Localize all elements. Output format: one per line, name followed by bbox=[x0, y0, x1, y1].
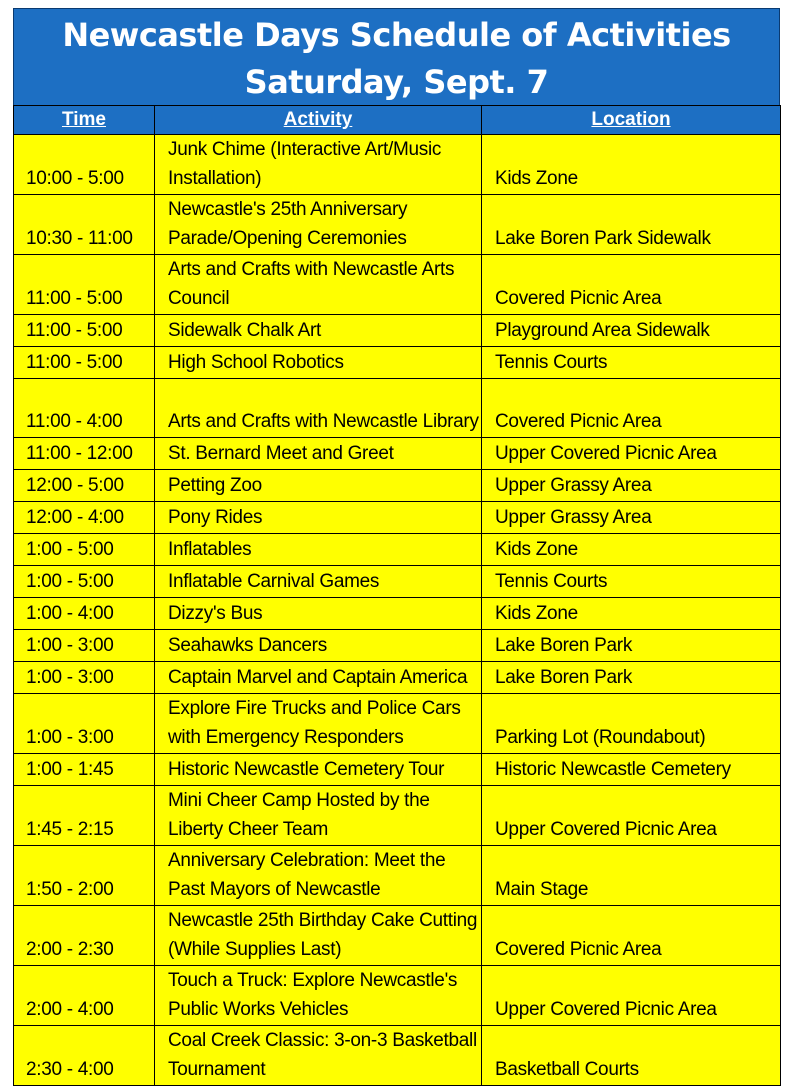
page-subtitle-date: Saturday, Sept. 7 bbox=[244, 63, 549, 101]
location-cell bbox=[482, 195, 781, 255]
location-cell-text: Upper Covered Picnic Area bbox=[495, 999, 717, 1020]
activity-cell-text: Anniversary Celebration: Meet the Past Mayors of Newcastle bbox=[168, 850, 446, 900]
time-cell-text: 1:00 - 4:00 bbox=[26, 603, 114, 624]
activity-cell-text: Arts and Crafts with Newcastle Arts Council bbox=[168, 259, 455, 309]
location-cell-text: Kids Zone bbox=[495, 603, 578, 624]
location-cell bbox=[482, 598, 781, 630]
table-row bbox=[14, 598, 781, 630]
activity-cell bbox=[155, 754, 482, 786]
activity-cell-text: Arts and Crafts with Newcastle Library bbox=[168, 411, 479, 432]
time-cell-text: 10:30 - 11:00 bbox=[26, 228, 133, 249]
time-cell bbox=[14, 502, 155, 534]
activity-cell bbox=[155, 347, 482, 379]
location-cell-text: Lake Boren Park bbox=[495, 635, 633, 656]
time-cell bbox=[14, 347, 155, 379]
schedule-rows bbox=[14, 135, 781, 1086]
activity-cell-text: Inflatables bbox=[168, 539, 252, 560]
activity-cell bbox=[155, 534, 482, 566]
time-cell-text: 2:00 - 2:30 bbox=[26, 939, 114, 960]
location-cell-text: Kids Zone bbox=[495, 168, 578, 189]
activity-cell bbox=[155, 379, 482, 438]
time-cell bbox=[14, 255, 155, 315]
table-row bbox=[14, 754, 781, 786]
location-cell-text: Upper Covered Picnic Area bbox=[495, 819, 717, 840]
activity-cell bbox=[155, 502, 482, 534]
location-cell bbox=[482, 315, 781, 347]
table-row bbox=[14, 786, 781, 846]
activity-cell bbox=[155, 906, 482, 966]
location-cell-text: Tennis Courts bbox=[495, 352, 608, 373]
activity-cell-text: High School Robotics bbox=[168, 352, 344, 373]
time-cell bbox=[14, 598, 155, 630]
activity-cell bbox=[155, 846, 482, 906]
activity-cell-text: Coal Creek Classic: 3-on-3 Basketball Tournament bbox=[168, 1030, 477, 1080]
activity-cell-text: Historic Newcastle Cemetery Tour bbox=[168, 759, 445, 780]
location-cell bbox=[482, 754, 781, 786]
table-row bbox=[14, 1026, 781, 1086]
location-cell bbox=[482, 438, 781, 470]
location-cell-text: Playground Area Sidewalk bbox=[495, 320, 710, 341]
time-cell bbox=[14, 694, 155, 754]
time-cell bbox=[14, 846, 155, 906]
location-cell bbox=[482, 347, 781, 379]
location-cell-text: Covered Picnic Area bbox=[495, 411, 662, 432]
time-cell-text: 1:50 - 2:00 bbox=[26, 879, 114, 900]
location-cell bbox=[482, 566, 781, 598]
table-row bbox=[14, 694, 781, 754]
activity-cell bbox=[155, 255, 482, 315]
activity-cell-text: Junk Chime (Interactive Art/Music Installation) bbox=[168, 139, 442, 189]
activity-cell bbox=[155, 786, 482, 846]
time-cell-text: 11:00 - 4:00 bbox=[26, 411, 123, 432]
location-cell-text: Lake Boren Park Sidewalk bbox=[495, 228, 711, 249]
location-cell bbox=[482, 694, 781, 754]
activity-cell bbox=[155, 195, 482, 255]
location-cell bbox=[482, 906, 781, 966]
location-cell bbox=[482, 662, 781, 694]
activity-cell bbox=[155, 662, 482, 694]
time-cell bbox=[14, 315, 155, 347]
activity-cell bbox=[155, 438, 482, 470]
activity-cell-text: Touch a Truck: Explore Newcastle's Public Works Vehicles bbox=[168, 970, 458, 1020]
time-cell-text: 2:00 - 4:00 bbox=[26, 999, 114, 1020]
location-cell bbox=[482, 470, 781, 502]
location-cell bbox=[482, 1026, 781, 1086]
location-cell bbox=[482, 534, 781, 566]
table-row bbox=[14, 662, 781, 694]
table-row bbox=[14, 315, 781, 347]
time-cell bbox=[14, 470, 155, 502]
activity-cell-text: Newcastle's 25th Anniversary Parade/Opening Ceremonies bbox=[168, 199, 408, 249]
activity-cell-text: Captain Marvel and Captain America bbox=[168, 667, 468, 688]
column-header-activity: Activity bbox=[155, 106, 482, 135]
activity-cell-text: St. Bernard Meet and Greet bbox=[168, 443, 394, 464]
activity-cell-text: Seahawks Dancers bbox=[168, 635, 327, 656]
location-cell bbox=[482, 502, 781, 534]
table-row bbox=[14, 438, 781, 470]
time-cell bbox=[14, 754, 155, 786]
time-cell bbox=[14, 438, 155, 470]
page-title: Newcastle Days Schedule of Activities bbox=[62, 16, 731, 54]
time-cell-text: 11:00 - 12:00 bbox=[26, 443, 133, 464]
activity-cell bbox=[155, 566, 482, 598]
time-cell bbox=[14, 534, 155, 566]
time-cell-text: 11:00 - 5:00 bbox=[26, 352, 123, 373]
location-cell-text: Covered Picnic Area bbox=[495, 939, 662, 960]
time-cell bbox=[14, 1026, 155, 1086]
table-row bbox=[14, 255, 781, 315]
location-cell-text: Parking Lot (Roundabout) bbox=[495, 727, 706, 748]
time-cell bbox=[14, 566, 155, 598]
time-cell bbox=[14, 135, 155, 195]
table-row bbox=[14, 347, 781, 379]
table-row bbox=[14, 534, 781, 566]
activity-cell-text: Dizzy's Bus bbox=[168, 603, 263, 624]
location-cell bbox=[482, 846, 781, 906]
time-cell bbox=[14, 786, 155, 846]
activity-cell-text: Newcastle 25th Birthday Cake Cutting (While Supplies Last) bbox=[168, 910, 478, 960]
time-cell bbox=[14, 379, 155, 438]
location-cell-text: Upper Grassy Area bbox=[495, 507, 652, 528]
time-cell-text: 1:00 - 1:45 bbox=[26, 759, 114, 780]
location-cell-text: Kids Zone bbox=[495, 539, 578, 560]
column-header-location: Location bbox=[482, 106, 781, 135]
table-row bbox=[14, 966, 781, 1026]
activity-cell-text: Sidewalk Chalk Art bbox=[168, 320, 322, 341]
time-cell-text: 1:00 - 5:00 bbox=[26, 539, 114, 560]
time-cell bbox=[14, 195, 155, 255]
activity-cell-text: Petting Zoo bbox=[168, 475, 262, 496]
column-header-time: Time bbox=[14, 106, 155, 135]
activity-cell-text: Inflatable Carnival Games bbox=[168, 571, 380, 592]
activity-cell bbox=[155, 135, 482, 195]
activity-cell bbox=[155, 598, 482, 630]
table-row bbox=[14, 502, 781, 534]
location-cell-text: Historic Newcastle Cemetery bbox=[495, 759, 731, 780]
location-cell bbox=[482, 379, 781, 438]
location-cell-text: Basketball Courts bbox=[495, 1059, 639, 1080]
location-cell-text: Tennis Courts bbox=[495, 571, 608, 592]
location-cell bbox=[482, 630, 781, 662]
table-row bbox=[14, 470, 781, 502]
location-cell bbox=[482, 135, 781, 195]
time-cell-text: 11:00 - 5:00 bbox=[26, 288, 123, 309]
activity-cell bbox=[155, 694, 482, 754]
time-cell-text: 12:00 - 5:00 bbox=[26, 475, 124, 496]
title-banner bbox=[13, 8, 780, 105]
time-cell-text: 1:00 - 3:00 bbox=[26, 635, 114, 656]
table-row bbox=[14, 195, 781, 255]
location-cell bbox=[482, 255, 781, 315]
activity-cell bbox=[155, 1026, 482, 1086]
table-row bbox=[14, 379, 781, 438]
schedule-table bbox=[13, 105, 781, 1086]
activity-cell bbox=[155, 966, 482, 1026]
location-cell-text: Covered Picnic Area bbox=[495, 288, 662, 309]
table-header-row bbox=[14, 106, 781, 135]
time-cell-text: 11:00 - 5:00 bbox=[26, 320, 123, 341]
time-cell-text: 12:00 - 4:00 bbox=[26, 507, 124, 528]
location-cell bbox=[482, 966, 781, 1026]
location-cell-text: Main Stage bbox=[495, 879, 589, 900]
time-cell bbox=[14, 906, 155, 966]
schedule-sheet bbox=[13, 8, 780, 1086]
activity-cell bbox=[155, 315, 482, 347]
table-row bbox=[14, 566, 781, 598]
activity-cell-text: Explore Fire Trucks and Police Cars with Emergency Responders bbox=[168, 698, 461, 748]
table-row bbox=[14, 630, 781, 662]
time-cell bbox=[14, 966, 155, 1026]
location-cell-text: Upper Grassy Area bbox=[495, 475, 652, 496]
time-cell-text: 1:45 - 2:15 bbox=[26, 819, 114, 840]
time-cell-text: 1:00 - 3:00 bbox=[26, 667, 114, 688]
activity-cell-text: Mini Cheer Camp Hosted by the Liberty Cheer Team bbox=[168, 790, 430, 840]
location-cell bbox=[482, 786, 781, 846]
time-cell-text: 1:00 - 3:00 bbox=[26, 727, 114, 748]
time-cell-text: 2:30 - 4:00 bbox=[26, 1059, 114, 1080]
time-cell bbox=[14, 630, 155, 662]
table-row bbox=[14, 135, 781, 195]
location-cell-text: Lake Boren Park bbox=[495, 667, 633, 688]
time-cell bbox=[14, 662, 155, 694]
location-cell-text: Upper Covered Picnic Area bbox=[495, 443, 717, 464]
activity-cell bbox=[155, 470, 482, 502]
table-row bbox=[14, 906, 781, 966]
activity-cell bbox=[155, 630, 482, 662]
time-cell-text: 10:00 - 5:00 bbox=[26, 168, 124, 189]
table-row bbox=[14, 846, 781, 906]
time-cell-text: 1:00 - 5:00 bbox=[26, 571, 114, 592]
activity-cell-text: Pony Rides bbox=[168, 507, 263, 528]
